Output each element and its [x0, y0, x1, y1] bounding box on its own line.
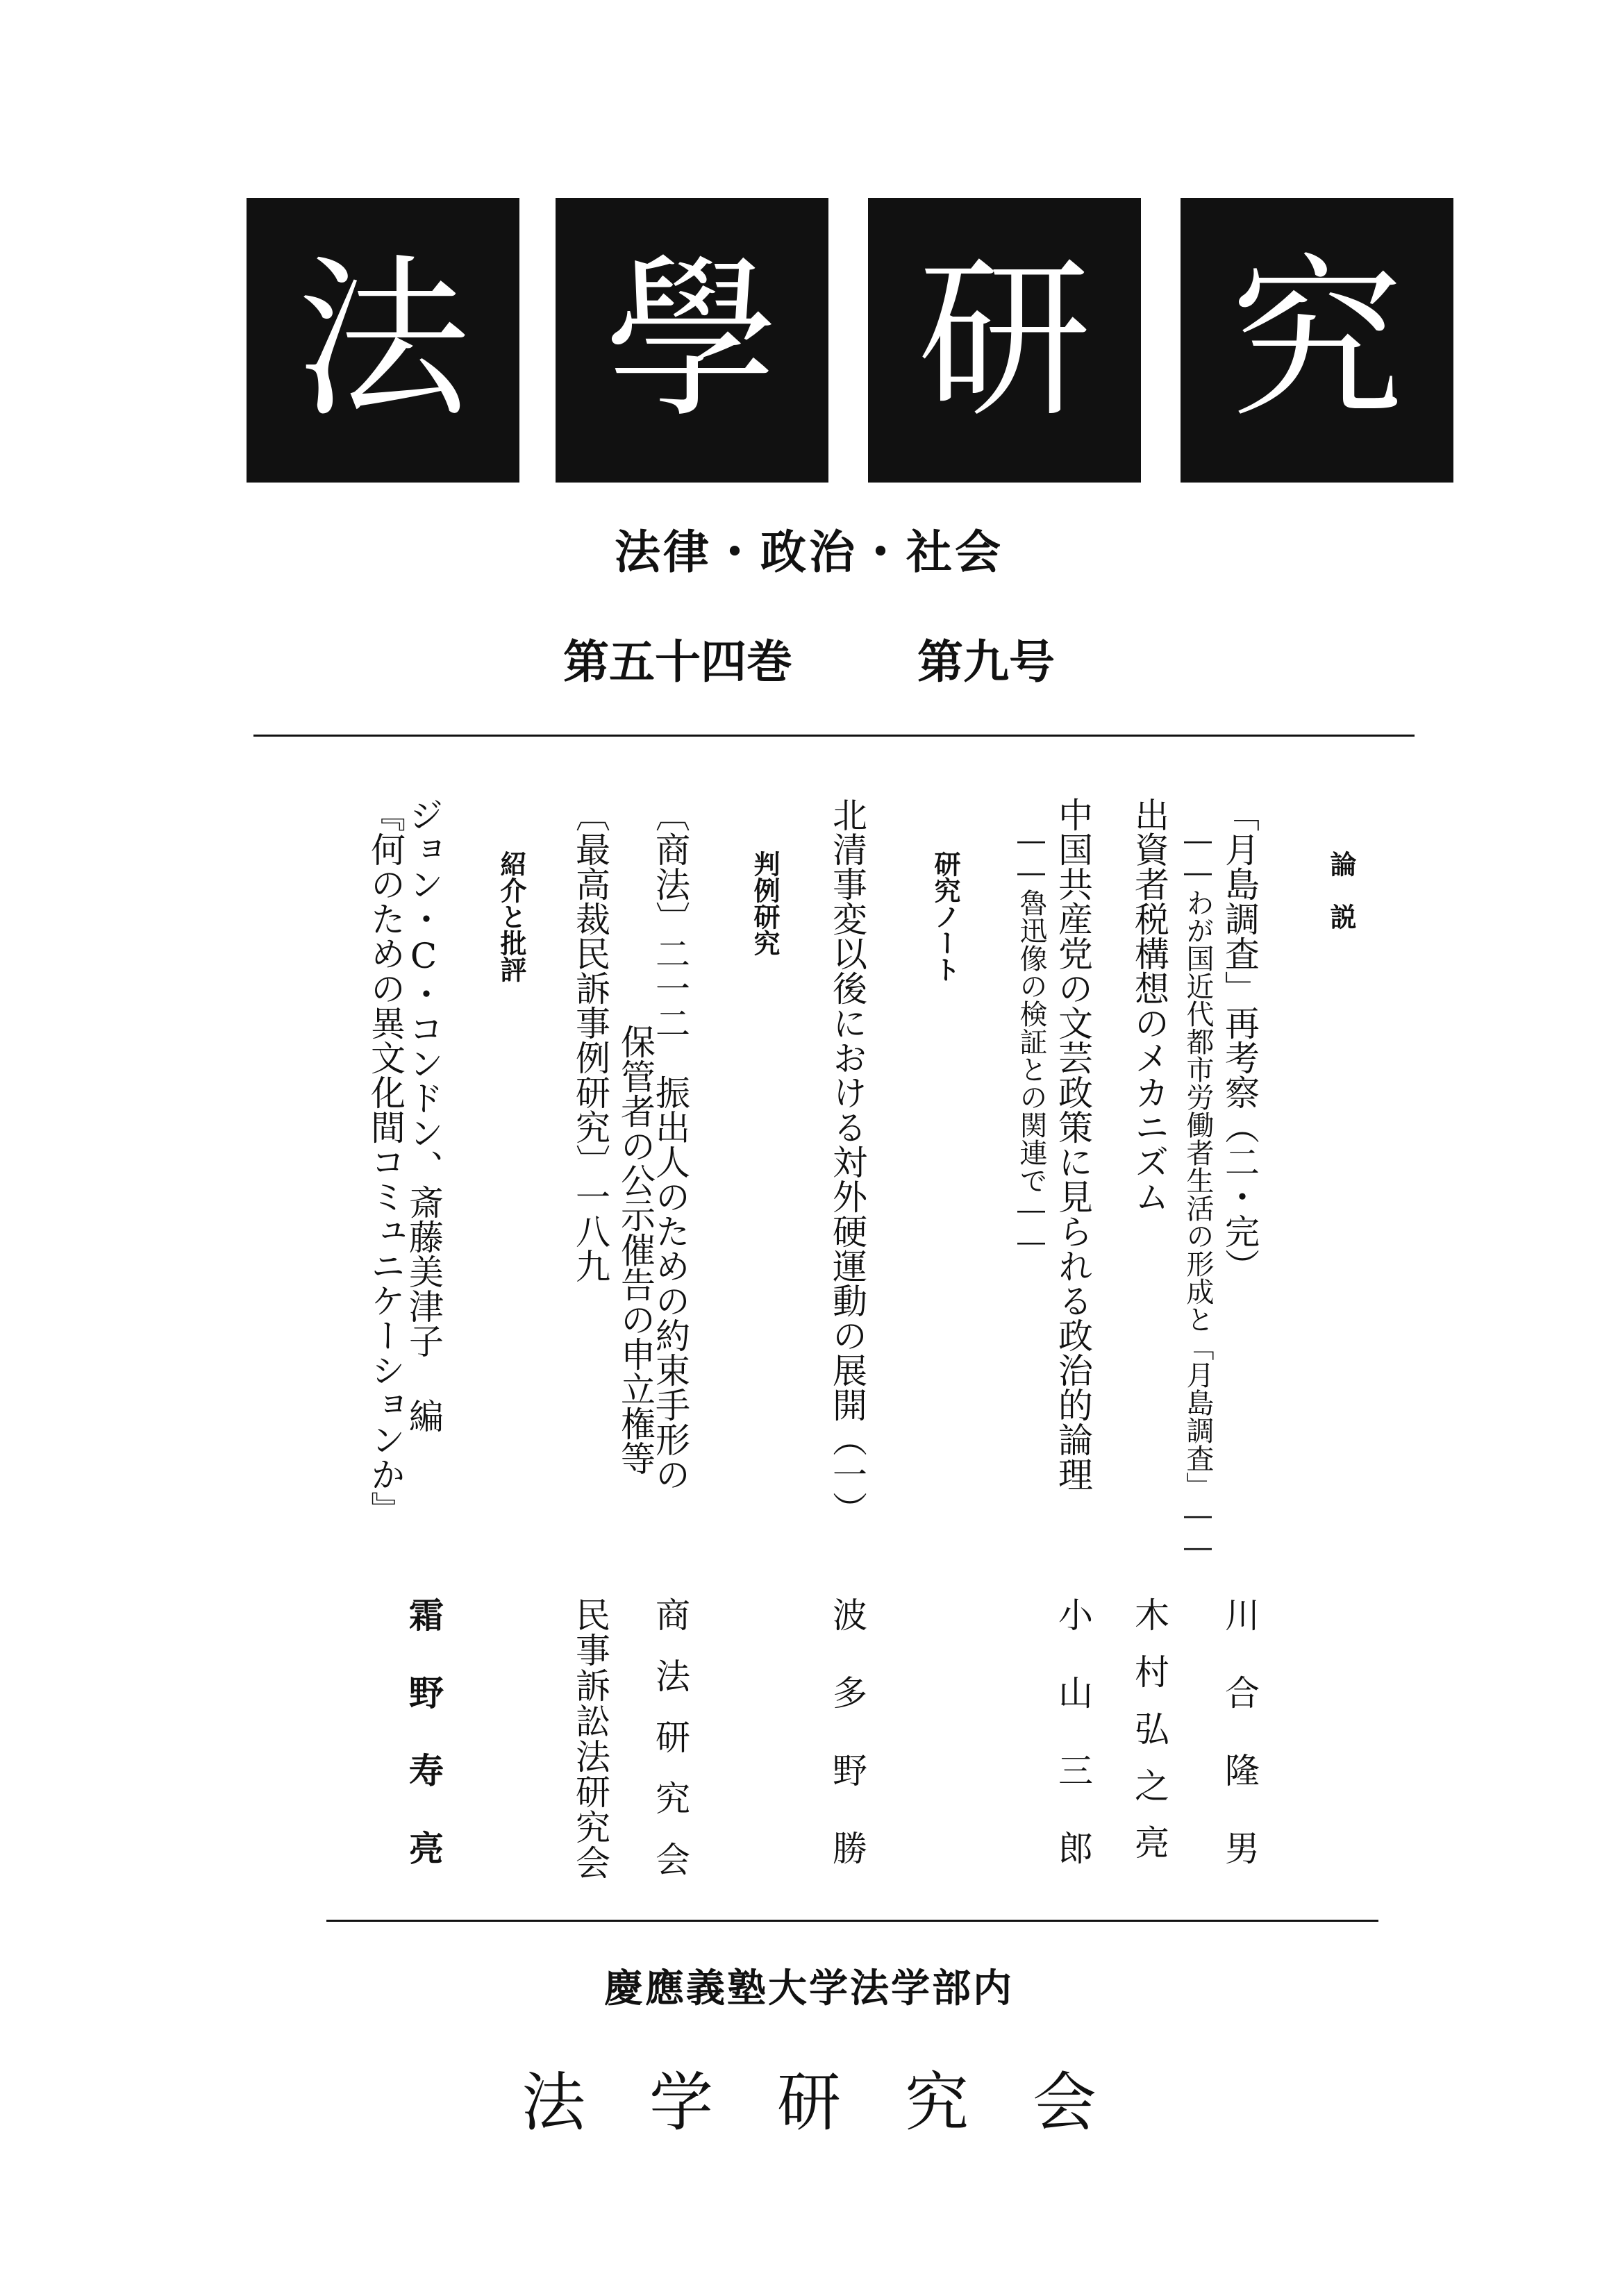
article-author-1: 川合隆男 — [1219, 1597, 1260, 1908]
article-author-6: 民事訴訟法研究会 — [570, 1597, 610, 1880]
masthead-char-4: 究 — [1181, 198, 1453, 483]
article-author-7: 霜野寿亮 — [403, 1597, 444, 1908]
journal-subtitle: 法律・政治・社会 — [615, 526, 1003, 579]
article-subtitle-7: 『何のための異文化間コミュニケーションか』 — [365, 797, 406, 1526]
masthead-char-1: 法 — [247, 198, 519, 483]
masthead-char-3: 研 — [868, 198, 1141, 483]
article-title-2: 出資者税構想のメカニズム — [1129, 797, 1169, 1214]
volume-issue — [0, 625, 1618, 691]
article-subtitle-3: ――魯迅像の検証との関連で―― — [1015, 825, 1047, 1258]
article-author-3: 小山三郎 — [1053, 1597, 1093, 1908]
article-title-3: 中国共産党の文芸政策に見られる政治的論理 — [1053, 797, 1093, 1491]
article-subtitle-5: 保管者の公示催告の申立権等 — [615, 1024, 656, 1475]
publisher-institution: 慶應義塾大学法学部内 — [604, 1966, 1014, 2011]
bottom-divider — [326, 1920, 1378, 1922]
section-heading-kenkyu-note: 研究ノート — [930, 850, 960, 982]
issue-number: 第九号 — [917, 635, 1055, 689]
article-title-7: ジョン・C・コンドン、斎藤美津子 編 — [403, 797, 444, 1433]
article-author-4: 波多野勝 — [827, 1597, 867, 1908]
article-title-1: 「月島調査」再考察（二・完） — [1219, 797, 1260, 1283]
masthead-char-2: 學 — [556, 198, 828, 483]
article-author-2: 木村弘之亮 — [1129, 1597, 1169, 1882]
volume-number: 第五十四巻 — [563, 635, 792, 689]
article-title-6: 〔最高裁民訴事例研究〕一八九 — [570, 797, 610, 1283]
top-divider — [253, 735, 1415, 737]
section-heading-hanrei: 判例研究 — [749, 850, 780, 956]
article-subtitle-1: ――わが国近代都市労働者生活の形成と「月島調査」―― — [1182, 825, 1214, 1564]
section-heading-shokai: 紹介と批評 — [496, 850, 526, 982]
article-author-5: 商法研究会 — [650, 1597, 690, 1902]
article-title-4: 北清事変以後における対外硬運動の展開（一） — [827, 797, 867, 1526]
publisher-name: 法 学 研 究 会 — [521, 2065, 1096, 2140]
section-heading-ronsetsu: 論 説 — [1326, 850, 1356, 930]
article-title-5: 〔商法〕二一二 振出人のための約束手形の — [650, 797, 690, 1491]
